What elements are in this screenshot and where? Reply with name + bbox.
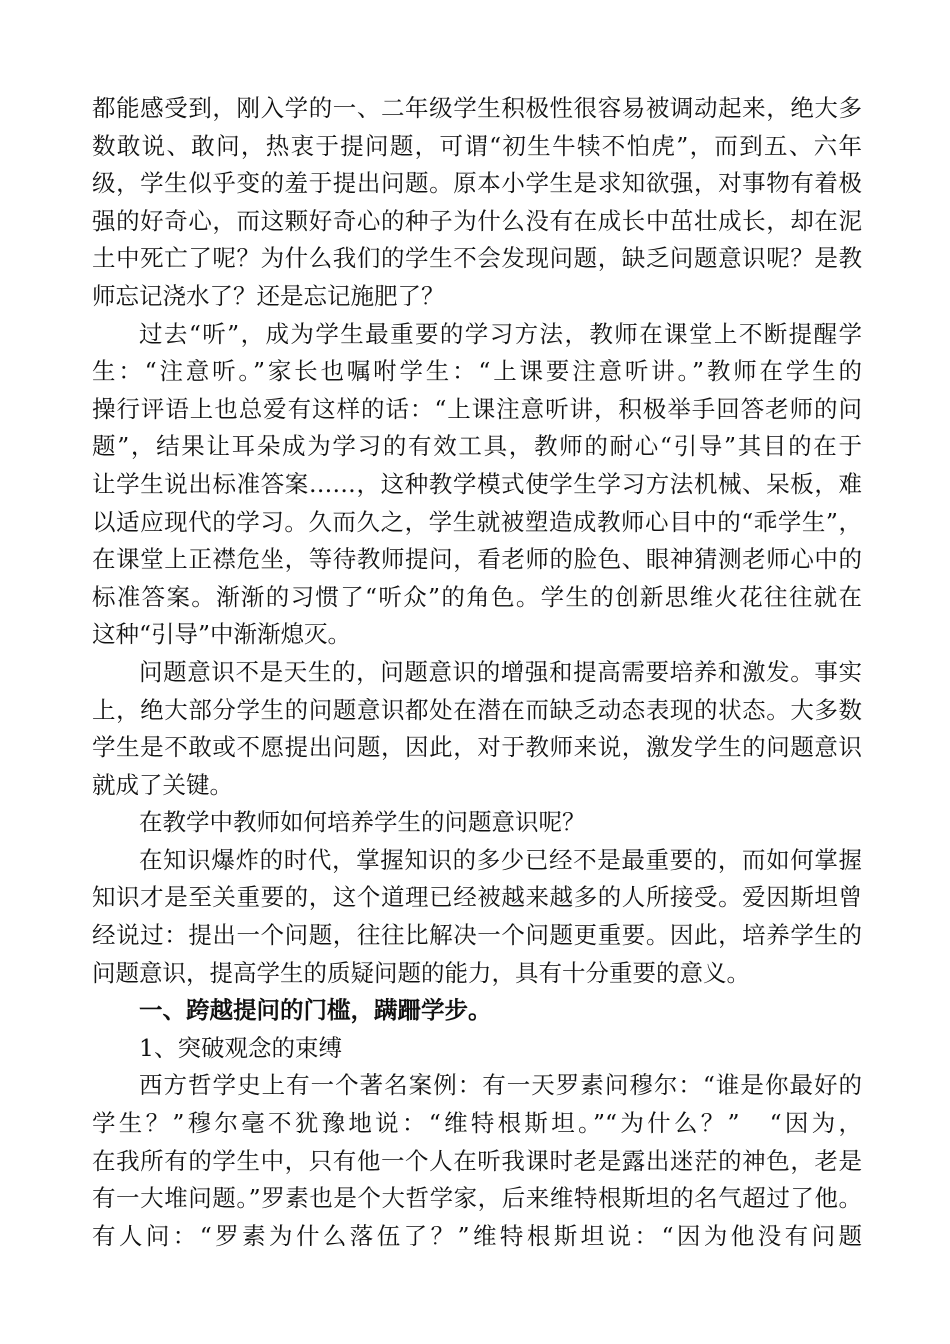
text-line: 师忘记浇水了？还是忘记施肥了？ bbox=[92, 281, 445, 310]
text-line: 1、突破观念的束缚 bbox=[139, 1033, 342, 1062]
text-line: 级，学生似乎变的羞于提出问题。原本小学生是求知欲强，对事物有着极 bbox=[92, 169, 862, 198]
text-line: 问题意识不是天生的，问题意识的增强和提高需要培养和激发。事实 bbox=[139, 657, 862, 686]
section-heading: 一、跨越提问的门槛，蹒跚学步。 bbox=[139, 996, 492, 1025]
text-line: 经说过：提出一个问题，往往比解决一个问题更重要。因此，培养学生的 bbox=[92, 921, 862, 950]
text-line: 题”，结果让耳朵成为学习的有效工具，教师的耐心“引导”其目的在于 bbox=[92, 432, 862, 461]
document-page bbox=[92, 90, 862, 1255]
text-line: 有人问：“罗素为什么落伍了？”维特根斯坦说：“因为他没有问题 bbox=[92, 1221, 862, 1250]
text-line: 过去“听”，成为学生最重要的学习方法，教师在课堂上不断提醒学 bbox=[139, 319, 862, 348]
text-line: 都能感受到，刚入学的一、二年级学生积极性很容易被调动起来，绝大多 bbox=[92, 94, 862, 122]
text-line: 数敢说、敢问，热衷于提问题，可谓“初生牛犊不怕虎”，而到五、六年 bbox=[92, 131, 862, 160]
text-line: 学生是不敢或不愿提出问题，因此，对于教师来说，激发学生的问题意识 bbox=[92, 733, 862, 762]
text-line: 以适应现代的学习。久而久之，学生就被塑造成教师心目中的“乖学生”， bbox=[92, 507, 862, 536]
text-line: 上，绝大部分学生的问题意识都处在潜在而缺乏动态表现的状态。大多数 bbox=[92, 695, 862, 724]
text-line: 知识才是至关重要的，这个道理已经被越来越多的人所接受。爱因斯坦曾 bbox=[92, 883, 862, 912]
text-line: 在我所有的学生中，只有他一个人在听我课时老是露出迷茫的神色，老是 bbox=[92, 1146, 862, 1175]
text-line: 问题意识，提高学生的质疑问题的能力，具有十分重要的意义。 bbox=[92, 958, 750, 987]
text-line: 土中死亡了呢？为什么我们的学生不会发现问题，缺乏问题意识呢？是教 bbox=[92, 244, 862, 273]
text-line: 这种“引导”中渐渐熄灭。 bbox=[92, 620, 352, 649]
text-line: 就成了关键。 bbox=[92, 770, 233, 799]
text-line: 在知识爆炸的时代，掌握知识的多少已经不是最重要的，而如何掌握 bbox=[139, 845, 862, 874]
text-line: 标准答案。渐渐的习惯了“听众”的角色。学生的创新思维火花往往就在 bbox=[92, 582, 862, 611]
text-line: 有一大堆问题。”罗素也是个大哲学家，后来维特根斯坦的名气超过了他。 bbox=[92, 1184, 862, 1213]
text-line: 在课堂上正襟危坐，等待教师提问，看老师的脸色、眼神猜测老师心中的 bbox=[92, 545, 862, 574]
text-line: 生：“注意听。”家长也嘱咐学生：“上课要注意听讲。”教师在学生的 bbox=[92, 357, 862, 386]
text-line: 强的好奇心，而这颗好奇心的种子为什么没有在成长中茁壮成长，却在泥 bbox=[92, 206, 862, 235]
text-line: 在教学中教师如何培养学生的问题意识呢？ bbox=[139, 808, 586, 837]
text-line: 学生？”穆尔毫不犹豫地说：“维特根斯坦。”“为什么？” “因为， bbox=[92, 1109, 862, 1138]
text-line: 让学生说出标准答案……，这种教学模式使学生学习方法机械、呆板，难 bbox=[92, 469, 862, 498]
text-line: 西方哲学史上有一个著名案例：有一天罗素问穆尔：“谁是你最好的 bbox=[139, 1071, 862, 1100]
text-line: 操行评语上也总爱有这样的话：“上课注意听讲，积极举手回答老师的问 bbox=[92, 394, 862, 423]
